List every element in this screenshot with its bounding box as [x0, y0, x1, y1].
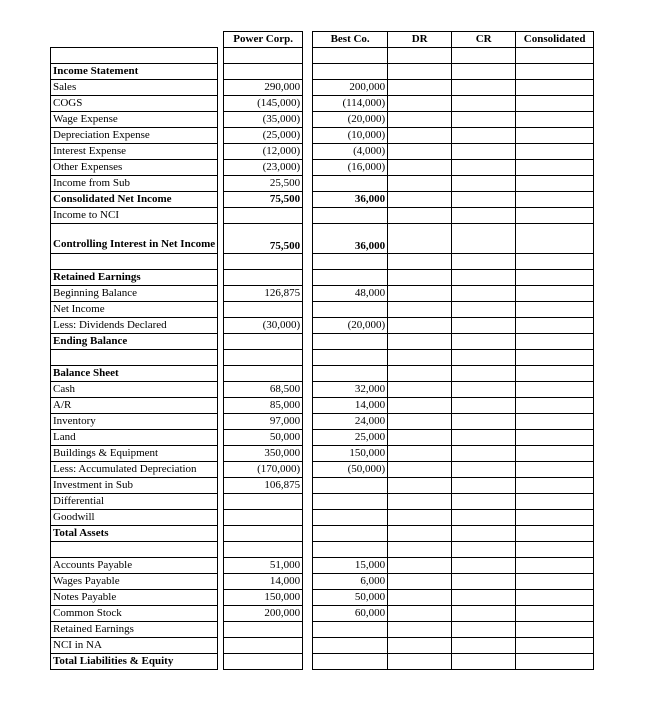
- table-row: Common Stock 200,000 60,000: [51, 606, 594, 622]
- spacer-row: [51, 254, 594, 270]
- table-row: Investment in Sub 106,875: [51, 478, 594, 494]
- section-title: Retained Earnings: [51, 270, 218, 286]
- table-row: Consolidated Net Income 75,500 36,000: [51, 192, 594, 208]
- header-row: [51, 32, 594, 48]
- table-row: Inventory 97,000 24,000: [51, 414, 594, 430]
- section-title: Balance Sheet: [51, 366, 218, 382]
- header-consolidated: Consolidated: [516, 32, 594, 48]
- table-row: Sales 290,000 200,000: [51, 80, 594, 96]
- table-row: Other Expenses (23,000) (16,000): [51, 160, 594, 176]
- table-row: Goodwill: [51, 510, 594, 526]
- table-row: Less: Accumulated Depreciation (170,000) (50,000): [51, 462, 594, 478]
- table-row: Income to NCI: [51, 208, 594, 224]
- table-row: Less: Dividends Declared (30,000) (20,000): [51, 318, 594, 334]
- section-title-balance-sheet: [51, 366, 594, 382]
- table-row: COGS (145,000) (114,000): [51, 96, 594, 112]
- table-row: Buildings & Equipment 350,000 150,000: [51, 446, 594, 462]
- table-row: NCI in NA: [51, 638, 594, 654]
- consolidation-worksheet: [50, 31, 594, 670]
- section-title: Income Statement: [51, 64, 218, 80]
- table-row: Wage Expense (35,000) (20,000): [51, 112, 594, 128]
- spacer-row: [51, 542, 594, 558]
- section-title-retained-earnings: [51, 270, 594, 286]
- table-row: Depreciation Expense (25,000) (10,000): [51, 128, 594, 144]
- table-row: Ending Balance: [51, 334, 594, 350]
- table-row: A/R 85,000 14,000: [51, 398, 594, 414]
- header-cr: CR: [452, 32, 516, 48]
- table-row: Total Liabilities & Equity: [51, 654, 594, 670]
- spacer-row: [51, 350, 594, 366]
- table-row: Interest Expense (12,000) (4,000): [51, 144, 594, 160]
- header-power-corp: Power Corp.: [224, 32, 303, 48]
- table-row: Land 50,000 25,000: [51, 430, 594, 446]
- header-best-co: Best Co.: [313, 32, 388, 48]
- table-row: Differential: [51, 494, 594, 510]
- table-row: Cash 68,500 32,000: [51, 382, 594, 398]
- table-row: Retained Earnings: [51, 622, 594, 638]
- table-row: Income from Sub 25,500: [51, 176, 594, 192]
- table-row: Net Income: [51, 302, 594, 318]
- header-dr: DR: [388, 32, 452, 48]
- table-row: Controlling Interest in Net Income 75,500 36,000: [51, 224, 594, 254]
- table-row: Total Assets: [51, 526, 594, 542]
- table-row: Accounts Payable 51,000 15,000: [51, 558, 594, 574]
- table-row: Notes Payable 150,000 50,000: [51, 590, 594, 606]
- table-row: Beginning Balance 126,875 48,000: [51, 286, 594, 302]
- table-row: Wages Payable 14,000 6,000: [51, 574, 594, 590]
- spacer-row: [51, 48, 594, 64]
- section-title-income-statement: [51, 64, 594, 80]
